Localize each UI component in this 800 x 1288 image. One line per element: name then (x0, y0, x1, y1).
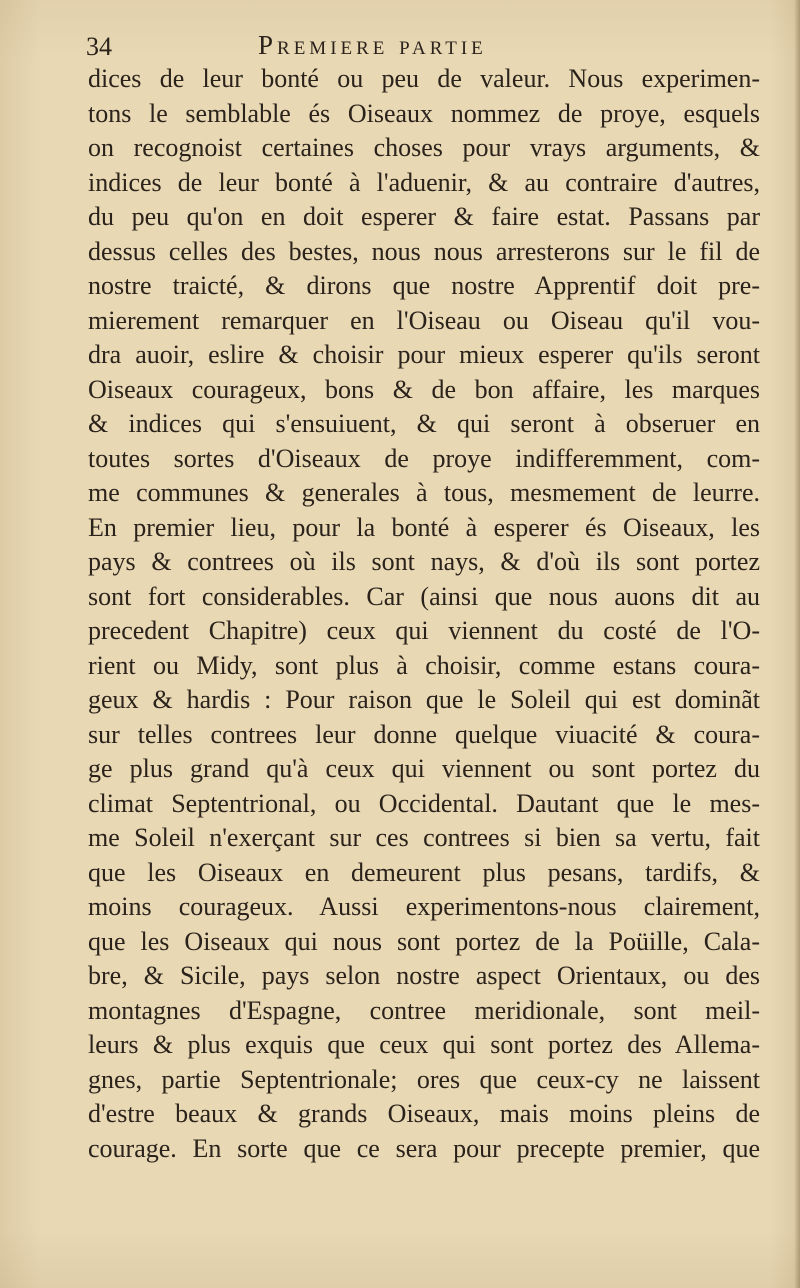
text-line: courage. En sorte que ce sera pour precepte premier, que (88, 1133, 760, 1163)
text-line: & indices qui s'ensuiuent, & qui seront à obseruer en (88, 409, 760, 438)
text-line: que les Oiseaux qui nous sont portez de la Poüille, Cala- (88, 926, 760, 956)
text-line: me communes & generales à tous, mesmement de leurre. (88, 478, 760, 507)
text-line: climat Septentrional, ou Occidental. Dautant que le mes- (88, 788, 760, 818)
text-line: indices de leur bonté à l'aduenir, & au contraire d'autres, (88, 167, 760, 197)
page-number: 34 (86, 32, 112, 61)
text-line: dra auoir, eslire & choisir pour mieux esperer qu'ils seront (88, 340, 760, 369)
text-line: on recognoist certaines choses pour vrays arguments, & (88, 133, 760, 162)
text-line: sur telles contrees leur donne quelque viuacité & coura- (88, 719, 760, 749)
text-line: toutes sortes d'Oiseaux de proye indifferemment, com- (88, 443, 760, 473)
text-line: d'estre beaux & grands Oiseaux, mais moins pleins de (88, 1099, 760, 1128)
text-line: sont fort considerables. Car (ainsi que nous auons dit au (88, 581, 760, 611)
text-line: geux & hardis : Pour raison que le Soleil qui est dominãt (88, 685, 760, 714)
page-edge-shadow (794, 0, 800, 1288)
text-line: nostre traicté, & dirons que nostre Apprentif doit pre- (88, 271, 760, 300)
text-line: ge plus grand qu'à ceux qui viennent ou sont portez du (88, 754, 760, 783)
text-line: dices de leur bonté ou peu de valeur. Nous experimen- (88, 64, 760, 93)
text-line: precedent Chapitre) ceux qui viennent du costé de l'O- (88, 616, 760, 645)
text-line: pays & contrees où ils sont nays, & d'où ils sont portez (88, 547, 760, 576)
running-header (86, 20, 766, 60)
text-line: bre, & Sicile, pays selon nostre aspect Orientaux, ou des (88, 961, 760, 990)
text-line: que les Oiseaux en demeurent plus pesans, tardifs, & (88, 857, 760, 887)
text-line: dessus celles des bestes, nous nous arresterons sur le fil de (88, 236, 760, 266)
text-line: montagnes d'Espagne, contree meridionale, sont meil- (88, 995, 760, 1025)
text-line: du peu qu'on en doit esperer & faire estat. Passans par (88, 202, 760, 231)
text-line: Oiseaux courageux, bons & de bon affaire, les marques (88, 374, 760, 404)
body-text (88, 62, 760, 1166)
text-line: En premier lieu, pour la bonté à esperer és Oiseaux, les (88, 512, 760, 542)
text-line: gnes, partie Septentrionale; ores que ceux-cy ne laissent (88, 1064, 760, 1094)
text-line: tons le semblable és Oiseaux nommez de proye, esquels (88, 98, 760, 128)
text-line: mierement remarquer en l'Oiseau ou Oiseau qu'il vou- (88, 305, 760, 335)
text-line: me Soleil n'exerçant sur ces contrees si bien sa vertu, fait (88, 823, 760, 852)
text-line: moins courageux. Aussi experimentons-nous clairement, (88, 892, 760, 921)
text-line: leurs & plus exquis que ceux qui sont portez des Allema- (88, 1030, 760, 1059)
running-title: Premiere partie (258, 30, 487, 60)
text-line: rient ou Midy, sont plus à choisir, comme estans coura- (88, 650, 760, 680)
